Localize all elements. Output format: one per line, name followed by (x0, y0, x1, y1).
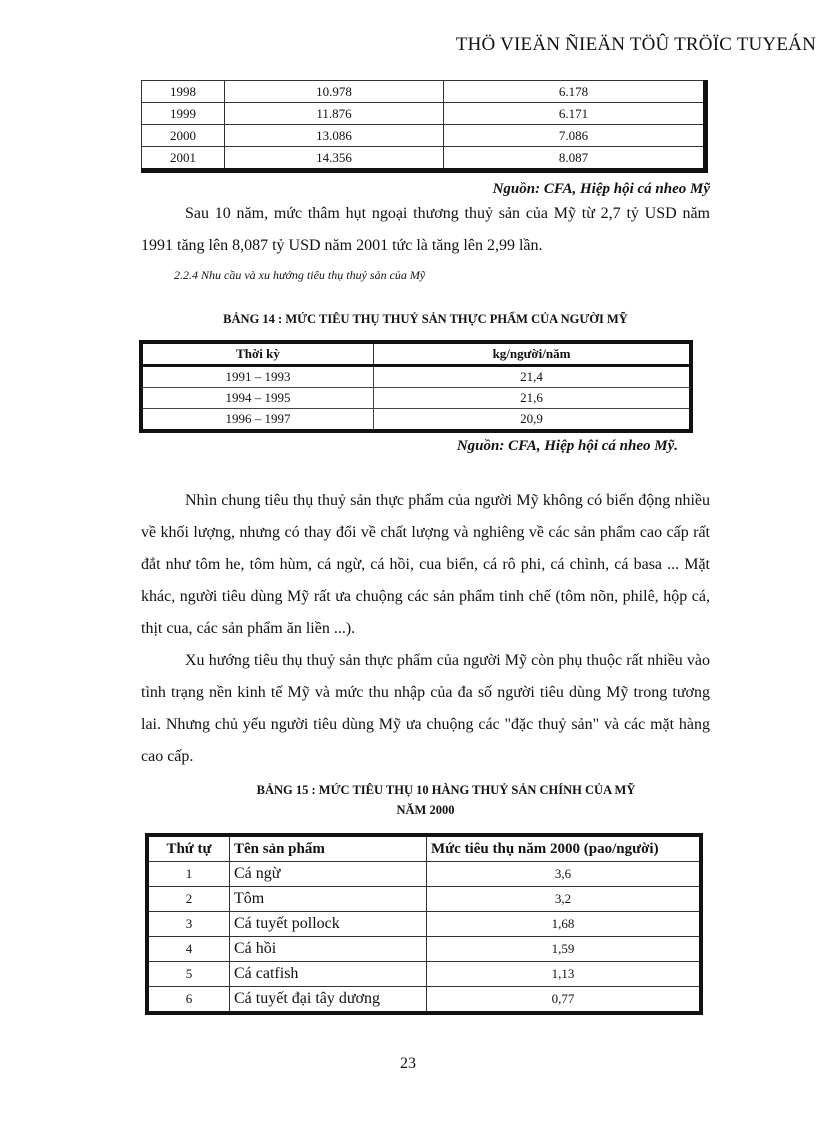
table-cell: 1,68 (427, 912, 702, 937)
source-note: Nguồn: CFA, Hiệp hội cá nheo Mỹ. (456, 438, 678, 454)
table-row (147, 912, 701, 937)
table-cell: 1996 – 1997 (141, 409, 374, 432)
table-cell: 21,4 (374, 366, 692, 388)
table-cell: 21,6 (374, 388, 692, 409)
table-row (141, 366, 691, 388)
page-header: THÖ VIEÄN ÑIEÄN TÖÛ TRÖÏC TUYEÁN (455, 34, 816, 55)
source-note: Nguồn: CFA, Hiệp hội cá nheo Mỹ (492, 181, 710, 197)
table-row (142, 103, 706, 125)
table-cell: Cá tuyết pollock (230, 912, 427, 937)
table-cell: 3,6 (427, 862, 702, 887)
column-header: Mức tiêu thụ năm 2000 (pao/người) (427, 835, 702, 862)
table-row (147, 862, 701, 887)
table-row (147, 987, 701, 1014)
paragraph: Xu hướng tiêu thụ thuỷ sản thực phẩm của người Mỹ còn phụ thuộc rất nhiều vào tình trạng nền kinh tế Mỹ và mức thu nhập của đa số người tiêu dùng Mỹ trong tương lai. Nhưng chủ yếu người tiêu dùng Mỹ ưa chuộng các "đặc thuỷ sản" và các mặt hàng cao cấp. (141, 652, 710, 765)
table-cell: 1,59 (427, 937, 702, 962)
column-header: Tên sản phẩm (230, 835, 427, 862)
top-products-table (145, 833, 703, 1015)
table-header-row (147, 835, 701, 862)
table-row (142, 81, 706, 103)
table-cell: Cá ngừ (230, 862, 427, 887)
table-cell: Cá tuyết đại tây dương (230, 987, 427, 1014)
column-header: Thời kỳ (141, 342, 374, 366)
table-cell: Cá hồi (230, 937, 427, 962)
table-cell: 1991 – 1993 (141, 366, 374, 388)
table-cell: 1994 – 1995 (141, 388, 374, 409)
table-row (142, 125, 706, 147)
table-cell: 20,9 (374, 409, 692, 432)
import-table (141, 80, 708, 173)
table-cell: 8.087 (444, 147, 706, 171)
table-cell: 11.876 (225, 103, 444, 125)
table-cell: 2001 (142, 147, 225, 171)
table-cell: 10.978 (225, 81, 444, 103)
table-cell: 1998 (142, 81, 225, 103)
paragraph: Nhìn chung tiêu thụ thuỷ sản thực phẩm của người Mỹ không có biến động nhiều về khối lượng, nhưng có thay đổi về chất lượng và nghiêng về các sản phẩm cao cấp rất đắt như tôm he, tôm hùm, cá ngừ, cá hồi, cua biển, cá rô phi, cá chình, cá basa ... Mặt khác, người tiêu dùng Mỹ rất ưa chuộng các sản phẩm tinh chế (tôm nõn, philê, hộp cá, thịt cua, các sản phẩm ăn liền ...). (141, 492, 710, 637)
table-cell: 0,77 (427, 987, 702, 1014)
table-cell: 5 (147, 962, 230, 987)
table-cell: 13.086 (225, 125, 444, 147)
paragraph: Sau 10 năm, mức thâm hụt ngoại thương thuỷ sản của Mỹ từ 2,7 tỷ USD năm 1991 tăng lên 8,087 tỷ USD năm 2001 tức là tăng lên 2,99 lần. (141, 205, 710, 254)
section-subheading: 2.2.4 Nhu cầu và xu hướng tiêu thụ thuỷ sản của Mỹ (174, 268, 426, 282)
column-header: kg/người/năm (374, 342, 692, 366)
table-cell: 2000 (142, 125, 225, 147)
consumption-table (139, 340, 693, 433)
table-row (142, 147, 706, 171)
table-caption: BẢNG 15 : MỨC TIÊU THỤ 10 HÀNG THUỶ SẢN CHÍNH CỦA MỸ (256, 783, 636, 797)
table-cell: 2 (147, 887, 230, 912)
table-cell: 1 (147, 862, 230, 887)
page-number: 23 (400, 1055, 416, 1072)
table-cell: 1999 (142, 103, 225, 125)
table-cell: 3 (147, 912, 230, 937)
table-row (147, 962, 701, 987)
table-cell: 1,13 (427, 962, 702, 987)
table-caption-year: NĂM 2000 (396, 803, 455, 817)
table-cell: 4 (147, 937, 230, 962)
table-cell: 3,2 (427, 887, 702, 912)
table-cell: 6.178 (444, 81, 706, 103)
table-cell: 6.171 (444, 103, 706, 125)
table-cell: 14.356 (225, 147, 444, 171)
table-cell: Cá catfish (230, 962, 427, 987)
table-header-row (141, 342, 691, 366)
table-cell: 6 (147, 987, 230, 1014)
table-row (147, 937, 701, 962)
column-header: Thứ tự (147, 835, 230, 862)
table-cell: 7.086 (444, 125, 706, 147)
table-caption: BẢNG 14 : MỨC TIÊU THỤ THUỶ SẢN THỰC PHẨM CỦA NGƯỜI MỸ (223, 312, 628, 326)
table-cell: Tôm (230, 887, 427, 912)
table-row (147, 887, 701, 912)
table-row (141, 388, 691, 409)
table-row (141, 409, 691, 432)
